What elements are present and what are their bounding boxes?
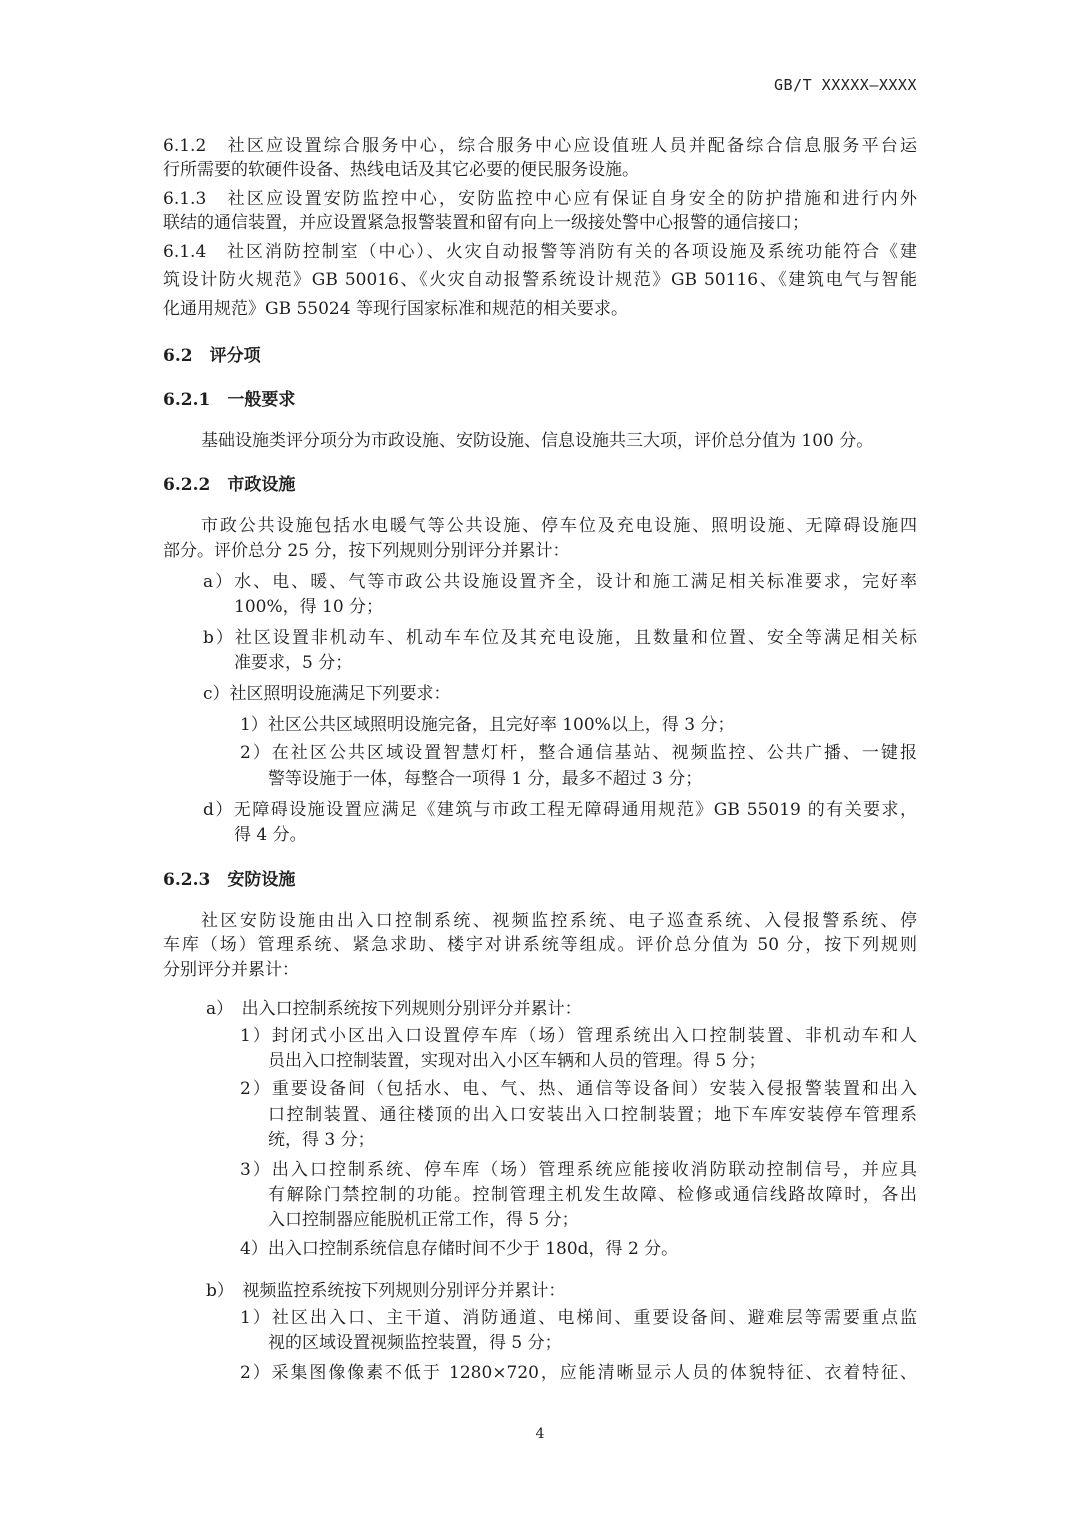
text-line: d）无障碍设施设置应满足《建筑与市政工程无障碍通用规范》GB 55019 的有关要求，: [203, 800, 917, 820]
text-line: 1）社区公共区域照明设施完备，且完好率 100%以上，得 3 分；: [240, 715, 735, 735]
text-line: 行所需要的软硬件设备、热线电话及其它必要的便民服务设施。: [163, 160, 639, 180]
text-line: 4）出入口控制系统信息存储时间不少于 180d，得 2 分。: [240, 1239, 679, 1259]
text-line: 市政公共设施包括水电暖气等公共设施、停车位及充电设施、照明设施、无障碍设施四: [201, 516, 917, 536]
text-line: 6.1.4 社区消防控制室（中心）、火灾自动报警等消防有关的各项设施及系统功能符合《建: [163, 242, 917, 262]
text-line: 员出入口控制装置，实现对出入小区车辆和人员的管理。得 5 分；: [268, 1051, 766, 1071]
text-line: a） 出入口控制系统按下列规则分别评分并累计：: [206, 999, 582, 1019]
text-line: 部分。评价总分 25 分，按下列规则分别评分并累计：: [163, 541, 570, 561]
text-line: 6.1.3 社区应设置安防监控中心，安防监控中心应有保证自身安全的防护措施和进行内外: [163, 189, 917, 209]
text-line: 6.1.2 社区应设置综合服务中心，综合服务中心应设值班人员并配备综合信息服务平台运: [163, 136, 917, 156]
document-code-header: GB/T XXXXX—XXXX: [774, 76, 917, 94]
text-line: b） 视频监控系统按下列规则分别评分并累计：: [206, 1281, 566, 1301]
text-line: 3）出入口控制系统、停车库（场）管理系统应能接收消防联动控制信号，并应具: [240, 1160, 917, 1180]
text-line: 联结的通信装置，并应设置紧急报警装置和留有向上一级接处警中心报警的通信接口；: [163, 213, 809, 233]
text-line: 化通用规范》GB 55024 等现行国家标准和规范的相关要求。: [163, 299, 628, 319]
section-heading: 6.2.3 安防设施: [163, 870, 296, 890]
section-heading: 6.2.2 市政设施: [163, 475, 296, 495]
text-line: a）水、电、暖、气等市政公共设施设置齐全，设计和施工满足相关标准要求，完好率: [203, 572, 917, 592]
text-line: b）社区设置非机动车、机动车车位及其充电设施，且数量和位置、安全等满足相关标: [203, 628, 917, 648]
text-line: 1）社区出入口、主干道、消防通道、电梯间、重要设备间、避难层等需要重点监: [240, 1308, 917, 1328]
text-line: 筑设计防火规范》GB 50016、《火灾自动报警系统设计规范》GB 50116、《建筑电气与智能: [163, 270, 917, 290]
section-heading: 6.2 评分项: [163, 346, 261, 366]
text-line: 2）采集图像像素不低于 1280×720，应能清晰显示人员的体貌特征、衣着特征、: [240, 1363, 917, 1383]
text-line: 100%，得 10 分；: [234, 597, 384, 617]
text-line: 准要求，5 分；: [234, 653, 353, 673]
text-line: 车库（场）管理系统、紧急求助、楼宇对讲系统等组成。评价总分值为 50 分，按下列规则: [163, 935, 917, 955]
text-line: 基础设施类评分项分为市政设施、安防设施、信息设施共三大项，评价总分值为 100 分。: [201, 431, 874, 451]
text-line: 统，得 3 分；: [268, 1130, 375, 1150]
text-line: 视的区域设置视频监控装置，得 5 分；: [268, 1333, 562, 1353]
text-line: c）社区照明设施满足下列要求：: [203, 684, 451, 704]
text-line: 2）在社区公共区域设置智慧灯杆，整合通信基站、视频监控、公共广播、一键报: [240, 743, 917, 763]
text-line: 警等设施于一体，每整合一项得 1 分，最多不超过 3 分；: [268, 769, 703, 789]
page-number: 4: [535, 1426, 545, 1442]
text-line: 社区安防设施由出入口控制系统、视频监控系统、电子巡查系统、入侵报警系统、停: [201, 911, 917, 931]
text-line: 入口控制器应能脱机正常工作，得 5 分；: [268, 1210, 579, 1230]
text-line: 有解除门禁控制的功能。控制管理主机发生故障、检修或通信线路故障时，各出: [268, 1185, 917, 1205]
text-line: 口控制装置、通往楼顶的出入口安装出入口控制装置；地下车库安装停车管理系: [268, 1105, 917, 1125]
text-line: 1）封闭式小区出入口设置停车库（场）管理系统出入口控制装置、非机动车和人: [240, 1026, 917, 1046]
text-line: 2）重要设备间（包括水、电、气、热、通信等设备间）安装入侵报警装置和出入: [240, 1079, 917, 1099]
text-line: 分别评分并累计：: [163, 960, 299, 980]
text-line: 得 4 分。: [234, 825, 307, 845]
section-heading: 6.2.1 一般要求: [163, 390, 296, 410]
